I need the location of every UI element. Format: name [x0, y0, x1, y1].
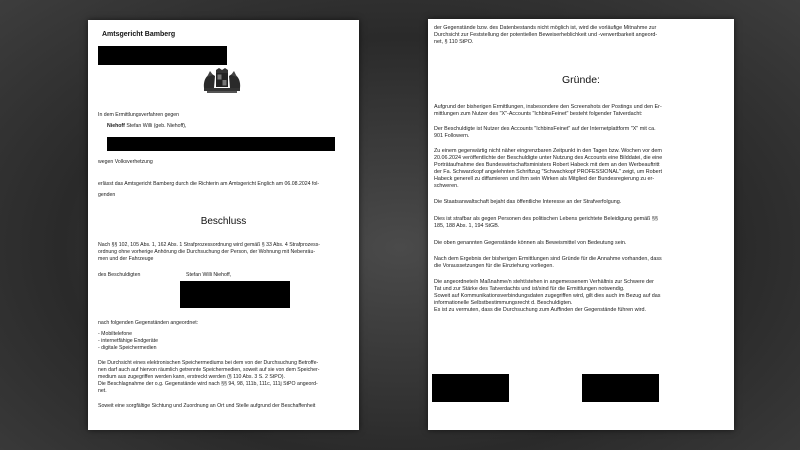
redaction-bar: [107, 137, 335, 151]
charge-text: wegen Volksverhetzung: [98, 159, 153, 165]
p5-line1: Dies ist strafbar als gegen Personen des politischen Lebens gerichtete Beleidigung gemäß §§: [434, 216, 658, 222]
p3-line6: schweren.: [434, 183, 459, 189]
p8-line1: Die angeordnete/n Maßnahme/n steht/stehen in angemessenem Verhältnis zur Schwere der: [434, 279, 654, 285]
p1-line2: mittlungen zum Nutzer des "X"-Accounts "IchbinsFeinet" besteht folgender Tatverdacht:: [434, 111, 643, 117]
item-endgeraete: - internetfähige Endgeräte: [98, 338, 158, 344]
p1-line1: Aufgrund der bisherigen Ermittlungen, insbesondere den Screenshots der Postings und den Er-: [434, 104, 662, 110]
para2-line3: medium aus zugegriffen werden kann, erstreckt werden (§ 110 Abs. 3 S. 2 StPO).: [98, 374, 285, 380]
cont-line3: net, § 110 StPO.: [434, 39, 474, 45]
issuing-line-1: erlässt das Amtsgericht Bamberg durch die Richterin am Amtsgericht Englich am 06.08.2024 fol-: [98, 181, 320, 187]
redaction-bar: [582, 374, 659, 402]
p3-line2: 20.06.2024 veröffentlichte der Beschuldigte unter Nutzung des Accounts eine Bilddatei, die eine: [434, 155, 663, 161]
decision-title: Beschluss: [200, 216, 247, 227]
accused-value: Stefan Willi Niehoff,: [186, 272, 232, 278]
p3-line4: der Fa. Schwarzkopf angelehnten Schriftzug "Schwachkopf PROFESSIONAL" zeigt, um Robert: [434, 169, 662, 175]
p7-line1: Nach dem Ergebnis der bisherigen Ermittlungen sind Gründe für die Annahme vorhanden, dass: [434, 256, 662, 262]
p3-line1: Zu einem gegenwärtig nicht näher eingrenzbaren Zeitpunkt in den Tagen bzw. Wochen vor dem: [434, 148, 662, 154]
p7-line2: die Voraussetzungen für die Einziehung vorliegen.: [434, 263, 554, 269]
p6: Die oben genannten Gegenstände können als Beweismittel von Bedeutung sein.: [434, 240, 627, 246]
reasons-title: Gründe:: [562, 74, 600, 86]
p8-line2: Tat und zur Stärke des Tatverdachts und ist/sind für die Ermittlungen notwendig.: [434, 286, 625, 292]
document-page-right: [428, 19, 734, 430]
p5-line2: 185, 188 Abs. 1, 194 StGB.: [434, 223, 500, 229]
p2-line1: Der Beschuldigte ist Nutzer des Accounts "IchbinsFeinet" auf der Internetplattform "X" mit ca.: [434, 126, 656, 132]
para3: Soweit eine sorgfältige Sichtung und Zuordnung an Ort und Stelle aufgrund der Beschaffenheit: [98, 403, 316, 409]
issuing-line-2: genden: [98, 192, 116, 198]
para1-line3: men und der Fahrzeuge: [98, 256, 154, 262]
p3-line3: Porträtaufnahme des Bundeswirtschaftsministers Robert Habeck mit dem an den Werbeauftritt: [434, 162, 660, 168]
item-speichermedien: - digitale Speichermedien: [98, 345, 157, 351]
para2-line5: net.: [98, 388, 107, 394]
p8-line4: informationelle Selbstbestimmungsrecht d. Beschuldigten.: [434, 300, 573, 306]
para2-line2: nen darf auch auf hiervon räumlich getrennte Speichermedien, soweit auf sie von dem Speicher-: [98, 367, 320, 373]
para1-line1: Nach §§ 102, 105 Abs. 1, 162 Abs. 1 Strafprozessordnung wird gemäß § 33 Abs. 4 Strafprozess-: [98, 242, 321, 248]
cont-line1: der Gegenstände bzw. des Datenbestands nicht möglich ist, wird die vorläufige Mitnahme zur: [434, 25, 657, 31]
redaction-bar: [432, 374, 509, 402]
redaction-bar: [98, 46, 227, 65]
item-mobiltelefone: - Mobiltelefone: [98, 331, 133, 337]
intro-text: In dem Ermittlungsverfahren gegen: [98, 112, 180, 118]
p2-line2: 901 Followern.: [434, 133, 470, 139]
p3-line5: Habeck generell zu diffamieren und ihm sein Wirken als Mitglied der Bundesregierung zu er-: [434, 176, 655, 182]
p8-line5: Es ist zu vermuten, dass die Durchsuchung zum Auffinden der Gegenstände führen wird.: [434, 307, 647, 313]
document-page-left: [88, 20, 359, 430]
p4: Die Staatsanwaltschaft bejaht das öffentliche Interesse an der Strafverfolgung.: [434, 199, 622, 205]
accused-surname: Niehoff: [107, 123, 125, 129]
para2-line1: Die Durchsicht eines elektronischen Speichermediums bei dem von der Durchsuchung Betroffe-: [98, 360, 319, 366]
cont-line2: Durchsicht zur Feststellung der potentiellen Beweiserheblichkeit und -verwertbarkeit angeord-: [434, 32, 658, 38]
p8-line3: Soweit auf Kommunikationsverbindungsdaten zugegriffen wird, gilt dies auch im Bezug auf das: [434, 293, 661, 299]
coat-of-arms-icon: [201, 68, 243, 94]
para2-line4: Die Beschlagnahme der o.g. Gegenstände wird nach §§ 94, 98, 111b, 111c, 111j StPO angeord-: [98, 381, 318, 387]
accused-name-rest: Stefan Willi (geb. Niehoff),: [124, 123, 187, 129]
accused-label: des Beschuldigten: [98, 272, 141, 278]
accused-line: [107, 123, 186, 130]
items-intro: nach folgenden Gegenständen angeordnet:: [98, 320, 199, 326]
court-name: Amtsgericht Bamberg: [102, 31, 176, 38]
para1-line2: ordnung ohne vorherige Anhörung die Durchsuchung der Person, der Wohnung mit Nebenräu-: [98, 249, 316, 255]
redaction-bar: [180, 281, 290, 308]
